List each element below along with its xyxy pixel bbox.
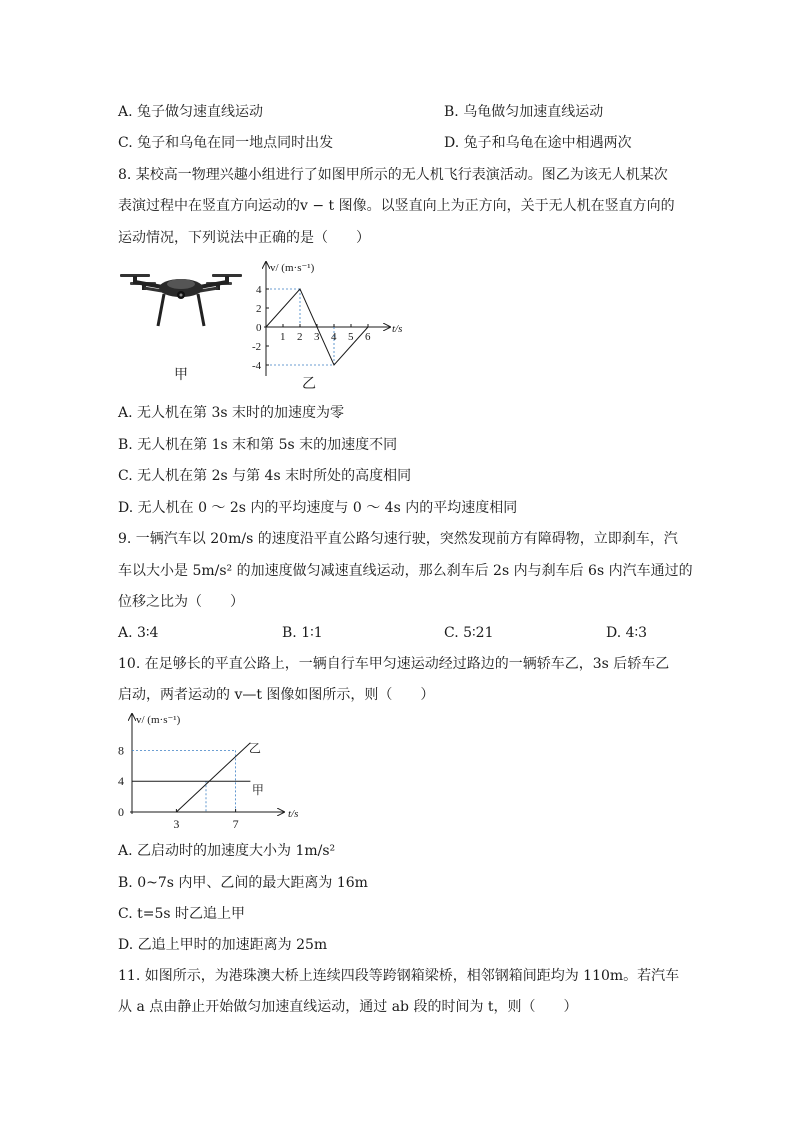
y-tick-label: -2 xyxy=(252,341,262,353)
x-tick-label: 3 xyxy=(173,817,180,831)
q10-option-b: B. 0~7s 内甲、乙间的最大距离为 16m xyxy=(118,875,368,891)
q11-stem-line-1: 11. 如图所示，为港珠澳大桥上连续四段等跨钢箱梁桥，相邻钢箱间距均为 110m。若汽车 xyxy=(118,968,680,984)
y-tick-label: 8 xyxy=(118,743,124,758)
q7-option-b: B. 乌龟做匀加速直线运动 xyxy=(444,104,604,120)
drone-vt-chart xyxy=(250,256,410,378)
figure-label-jia: 甲 xyxy=(174,367,188,383)
q10-stem-line-1: 10. 在足够长的平直公路上，一辆自行车甲匀速运动经过路边的一辆轿车乙，3s 后轿车乙 xyxy=(118,656,670,672)
q7-option-a: A. 兔子做匀速直线运动 xyxy=(118,104,264,120)
x-tick-label: 2 xyxy=(297,331,303,343)
x-tick-label: 5 xyxy=(348,331,354,343)
q8-stem-line-2: 表演过程中在竖直方向运动的v − t 图像。以竖直向上为正方向，关于无人机在竖直方向的 xyxy=(118,198,675,214)
q7-option-d: D. 兔子和乌龟在途中相遇两次 xyxy=(444,135,632,151)
y-axis-label: v/ (m·s⁻¹) xyxy=(270,262,315,274)
q7-option-c: C. 兔子和乌龟在同一地点同时出发 xyxy=(118,135,334,151)
q10-option-c: C. t=5s 时乙追上甲 xyxy=(118,906,246,922)
x-tick-label: 4 xyxy=(331,331,337,343)
x-axis-label: t/s xyxy=(392,323,403,335)
q9-option-a: A. 3∶4 xyxy=(118,625,159,641)
q9-option-c: C. 5∶21 xyxy=(444,625,494,641)
y-tick-label: 4 xyxy=(118,774,124,789)
q9-option-d: D. 4∶3 xyxy=(606,625,648,641)
q8-stem-line-1: 8. 某校高一物理兴趣小组进行了如图甲所示的无人机飞行表演活动。图乙为该无人机某次 xyxy=(118,167,668,183)
y-tick-label: -4 xyxy=(252,360,262,372)
q11-stem-line-2: 从 a 点由静止开始做匀加速直线运动，通过 ab 段的时间为 t，则（ ） xyxy=(118,999,578,1015)
y-tick-label: 2 xyxy=(256,303,262,315)
bike-car-vt-chart xyxy=(112,708,312,838)
q10-option-a: A. 乙启动时的加速度大小为 1m/s² xyxy=(118,843,336,859)
x-tick-label: 6 xyxy=(365,331,371,343)
q10-option-d: D. 乙追上甲时的加速距离为 25m xyxy=(118,937,328,953)
q8-option-d: D. 无人机在 0 ～ 2s 内的平均速度与 0 ～ 4s 内的平均速度相同 xyxy=(118,500,518,516)
series-yi-label: 乙 xyxy=(248,741,261,756)
figure-label-yi: 乙 xyxy=(302,376,316,392)
x-tick-label: 7 xyxy=(232,817,239,831)
q9-option-b: B. 1∶1 xyxy=(282,625,323,641)
q8-option-b: B. 无人机在第 1s 末和第 5s 末的加速度不同 xyxy=(118,437,398,453)
y-axis-label: v/ (m·s⁻¹) xyxy=(136,714,181,726)
q8-option-c: C. 无人机在第 2s 与第 4s 末时所处的高度相同 xyxy=(118,468,412,484)
drone-illustration xyxy=(118,268,244,332)
x-tick-label: 3 xyxy=(314,331,320,343)
q9-stem-line-2: 车以大小是 5m/s² 的加速度做匀减速直线运动，那么刹车后 2s 内与刹车后 6s 内汽车通过的 xyxy=(118,563,693,579)
y-tick-label: 0 xyxy=(118,805,124,819)
q10-stem-line-2: 启动，两者运动的 v—t 图像如图所示，则（ ） xyxy=(118,687,435,703)
q8-option-a: A. 无人机在第 3s 末时的加速度为零 xyxy=(118,405,345,421)
q9-stem-line-1: 9. 一辆汽车以 20m/s 的速度沿平直公路匀速行驶，突然发现前方有障碍物，立即刹车，汽 xyxy=(118,531,678,547)
series-jia-label: 甲 xyxy=(251,783,264,798)
y-tick-label: 4 xyxy=(256,284,262,296)
series-yi-line xyxy=(176,743,250,812)
q8-stem-line-3: 运动情况，下列说法中正确的是（ ） xyxy=(118,230,370,246)
y-tick-label: 0 xyxy=(256,322,262,334)
q9-stem-line-3: 位移之比为（ ） xyxy=(118,594,244,610)
x-axis-label: t/s xyxy=(288,808,299,820)
x-tick-label: 1 xyxy=(280,331,286,343)
